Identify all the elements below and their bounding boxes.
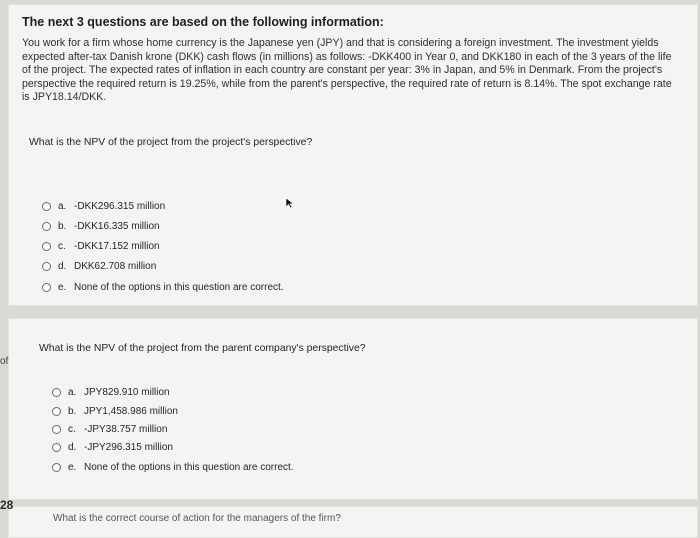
q2-option-b[interactable]	[52, 406, 178, 417]
info-line: perspective the required return is 19.25%, while from the parent's perspective, the required rate of return is 8.14%. The spot exchange rate	[22, 77, 672, 90]
option-text: -JPY296.315 million	[84, 442, 173, 453]
question-1-text: What is the NPV of the project from the project's perspective?	[29, 137, 313, 148]
option-letter: d.	[68, 442, 77, 453]
option-text: -DKK296.315 million	[74, 201, 166, 212]
radio-button[interactable]	[52, 407, 61, 416]
option-letter: c.	[68, 424, 76, 435]
question-number-label: 28	[0, 498, 14, 512]
option-letter: a.	[68, 387, 77, 398]
radio-button[interactable]	[52, 443, 61, 452]
option-text: -JPY38.757 million	[84, 424, 168, 435]
info-heading: The next 3 questions are based on the following information:	[22, 15, 384, 29]
option-letter: c.	[58, 241, 66, 252]
info-line: expected after-tax Danish krone (DKK) cash flows (in millions) as follows: -DKK400 in Year 0, and DKK180 in each of the 3 years of the life	[22, 50, 672, 63]
radio-button[interactable]	[42, 202, 51, 211]
option-text: -DKK17.152 million	[74, 241, 160, 252]
radio-button[interactable]	[52, 425, 61, 434]
radio-button[interactable]	[42, 222, 51, 231]
option-text: DKK62.708 million	[74, 261, 157, 272]
option-letter: a.	[58, 201, 67, 212]
q1-option-b[interactable]	[42, 221, 160, 232]
option-letter: d.	[58, 261, 67, 272]
mouse-cursor-icon	[285, 197, 295, 209]
q2-option-c[interactable]	[52, 424, 167, 435]
radio-button[interactable]	[42, 242, 51, 251]
option-letter: b.	[58, 221, 67, 232]
side-of-label: of	[0, 356, 9, 367]
info-line: of the project. The expected rates of inflation in each country are constant per year: 3% in Japan, and 5% in Denmark. From the project's	[22, 64, 663, 76]
info-line: You work for a firm whose home currency is the Japanese yen (JPY) and that is considering a foreign investment. The investment yields	[22, 37, 659, 49]
option-text: None of the options in this question are correct.	[84, 462, 294, 473]
option-text: -DKK16.335 million	[74, 221, 160, 232]
question-2-text: What is the NPV of the project from the parent company's perspective?	[39, 343, 366, 354]
q2-option-d[interactable]	[52, 442, 173, 453]
radio-button[interactable]	[52, 388, 61, 397]
info-line: is JPY18.14/DKK.	[22, 91, 107, 103]
option-letter: e.	[58, 282, 67, 293]
option-letter: e.	[68, 462, 77, 473]
q2-option-e[interactable]	[52, 462, 294, 473]
option-text: None of the options in this question are correct.	[74, 282, 284, 293]
option-text: JPY1,458.986 million	[84, 406, 178, 417]
option-letter: b.	[68, 406, 77, 417]
question-3-text: What is the correct course of action for the managers of the firm?	[53, 513, 341, 524]
q2-option-a[interactable]	[52, 387, 170, 398]
radio-button[interactable]	[52, 463, 61, 472]
info-paragraph	[22, 37, 690, 105]
radio-button[interactable]	[42, 283, 51, 292]
radio-button[interactable]	[42, 262, 51, 271]
option-text: JPY829.910 million	[84, 387, 170, 398]
q1-option-c[interactable]	[42, 241, 160, 252]
question-info-panel	[8, 4, 698, 306]
question-2-panel	[8, 318, 698, 500]
q1-option-d[interactable]	[42, 261, 156, 272]
q1-option-e[interactable]	[42, 282, 284, 293]
q1-option-a[interactable]	[42, 201, 165, 212]
question-3-panel	[8, 506, 698, 538]
